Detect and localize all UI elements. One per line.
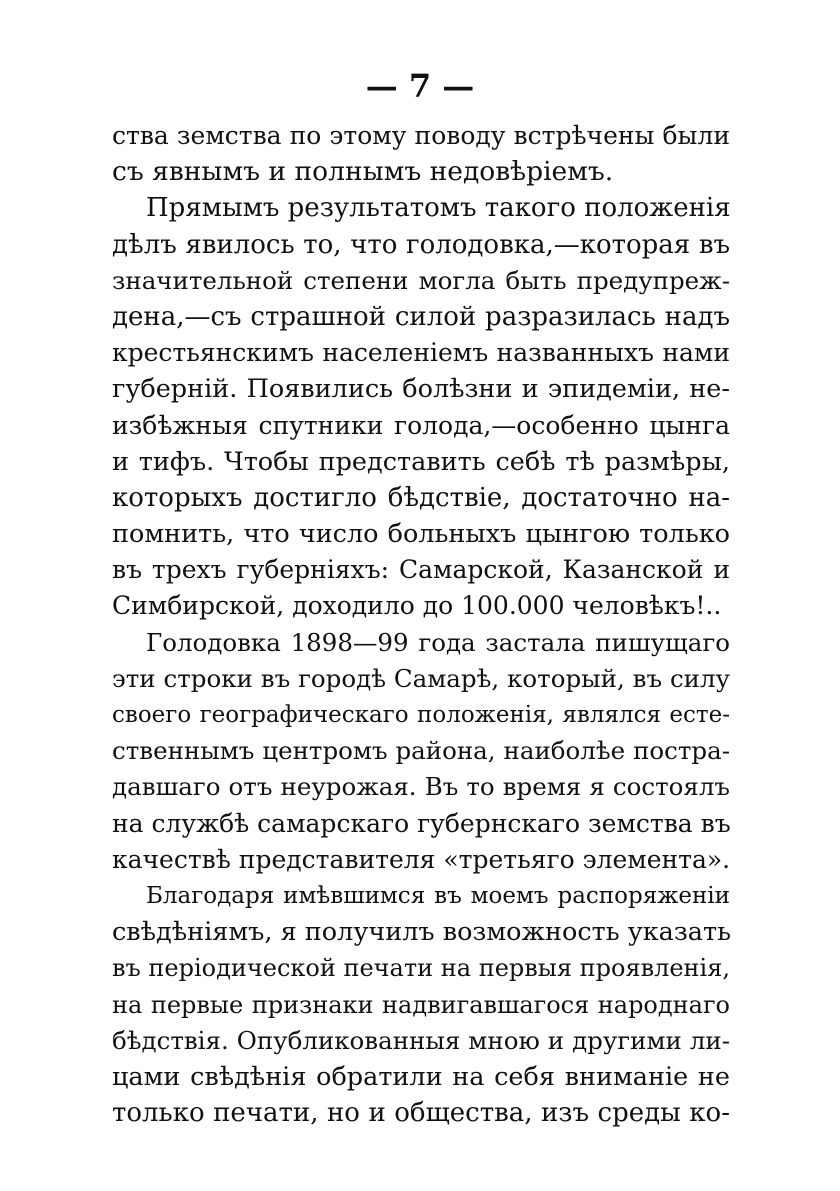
text-line: значительной степени могла быть предупреж-	[112, 265, 730, 295]
text-line: своего географическаго положенія, являлся есте-	[112, 702, 730, 728]
text-line: свѣдѣніямъ, я получилъ возможность указать	[112, 917, 731, 948]
text-line: ственнымъ центромъ района, наиболѣе постра-	[112, 736, 730, 766]
text-line: давшаго отъ неурожая. Въ то время я состоялъ	[112, 772, 730, 802]
body-text	[112, 118, 730, 1131]
text-line: бѣдствія. Опубликованныя мною и другими ли-	[112, 1025, 730, 1055]
text-line: Симбирской, доходило до 100.000 человѣкъ!..	[112, 591, 722, 621]
page-number: — 7 —	[365, 67, 475, 105]
text-line: дѣлъ явилось то, что голодовка,—которая въ	[112, 229, 730, 260]
text-line: цами свѣдѣнія обратили на себя вниманіе не	[112, 1061, 730, 1092]
text-line: съ явнымъ и полнымъ недовѣріемъ.	[112, 156, 614, 188]
text-line: въ періодической печати на первыя проявленія,	[112, 954, 730, 983]
text-line: на службѣ самарскаго губернскаго земства въ	[112, 808, 731, 838]
text-line: губерній. Появились болѣзни и эпидеміи, не-	[112, 374, 730, 405]
text-line: и тифъ. Чтобы представить себѣ тѣ размѣры,	[112, 446, 730, 477]
text-line: избѣжныя спутники голода,—особенно цынга	[112, 410, 730, 440]
text-line: въ трехъ губерніяхъ: Самарской, Казанской и	[112, 555, 730, 585]
text-line: которыхъ достигло бѣдствіе, достаточно на-	[112, 482, 730, 513]
text-line: ства земства по этому поводу встрѣчены были	[112, 121, 730, 150]
text-line: на первые признаки надвигавшагося народнаго	[112, 990, 730, 1019]
text-line: помнить, что число больныхъ цынгою только	[112, 519, 730, 550]
paragraph-start-line: Голодовка 1898—99 года застала пишущаго	[146, 627, 730, 657]
text-line: крестьянскимъ населеніемъ названныхъ нами	[112, 338, 730, 368]
text-line: эти строки въ городѣ Самарѣ, который, въ силу	[112, 663, 730, 693]
paragraph-start-line: Прямымъ результатомъ такого положенія	[146, 193, 731, 224]
text-line: только печати, но и общества, изъ среды ко-	[112, 1098, 730, 1129]
text-line: дена,—съ страшной силой разразилась надъ	[112, 301, 730, 332]
paragraph-start-line: Благодаря имѣвшимся въ моемъ распоряженіи	[146, 882, 730, 909]
text-line: качествѣ представителя «третьяго элемента».	[112, 844, 731, 874]
